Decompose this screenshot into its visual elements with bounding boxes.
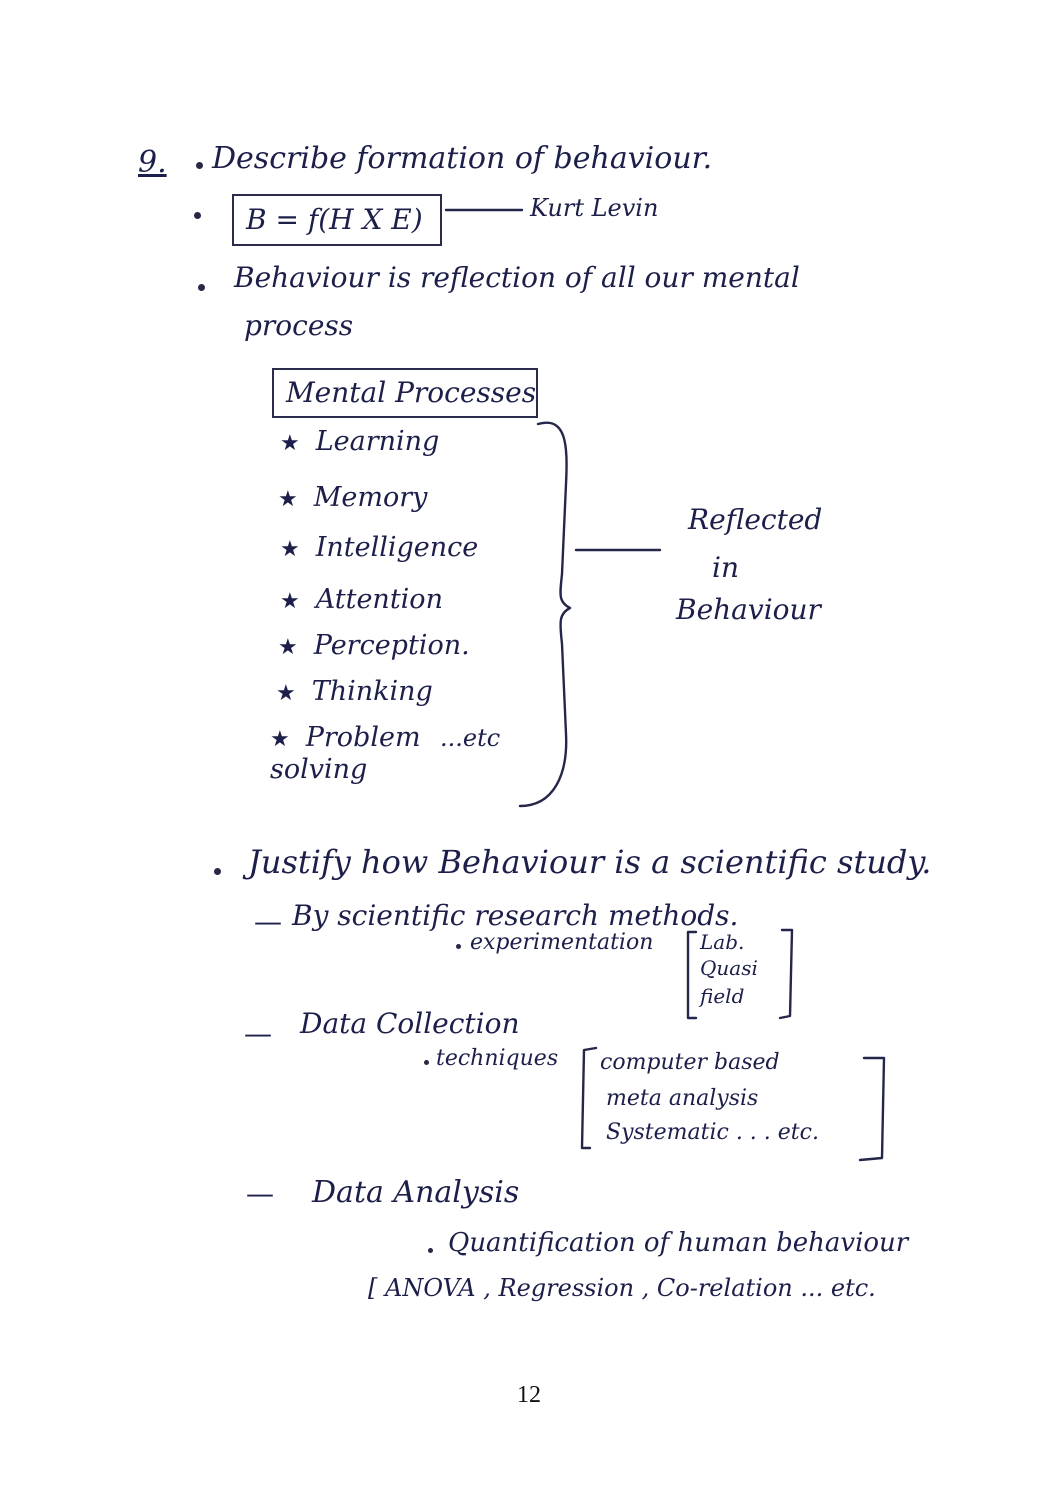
- experiment-type: Quasi: [700, 956, 758, 980]
- page-number: 12: [517, 1382, 541, 1408]
- mental-process-item: [280, 586, 443, 613]
- mental-process-item: [276, 678, 433, 705]
- mental-process-item: [278, 632, 470, 659]
- bullet: [196, 162, 203, 169]
- technique-item: meta analysis: [606, 1086, 759, 1111]
- star-icon: ★: [280, 589, 300, 614]
- etc-label: ...etc: [440, 724, 501, 752]
- star-icon: ★: [278, 487, 298, 512]
- reflection-connector-line: [574, 546, 664, 556]
- item-label: Learning: [315, 426, 440, 457]
- data-analysis-heading: Data Analysis: [312, 1175, 520, 1210]
- mental-process-item: [270, 722, 430, 787]
- formula-attribution: Kurt Levin: [530, 194, 659, 222]
- reflected-label-line-1: Reflected: [688, 503, 823, 536]
- mental-processes-title: Mental Processes: [272, 368, 538, 418]
- technique-item: Systematic . . . etc.: [606, 1120, 819, 1145]
- heading-formation-of-behaviour: Describe formation of behaviour.: [212, 141, 713, 176]
- item-label: Attention: [315, 584, 443, 615]
- reflected-label-line-2: in: [712, 551, 739, 584]
- mental-process-item: [280, 428, 439, 455]
- item-label: Thinking: [311, 676, 433, 707]
- bullet: [194, 212, 201, 219]
- star-icon: ★: [270, 727, 290, 752]
- star-icon: ★: [280, 537, 300, 562]
- reflection-text-line-2: process: [244, 309, 354, 342]
- star-icon: ★: [276, 681, 296, 706]
- dash: —: [244, 1017, 272, 1050]
- experimentation-label: experimentation: [470, 930, 654, 955]
- techniques-label: techniques: [436, 1046, 559, 1071]
- formula-connector-line: [444, 206, 524, 216]
- item-label: Problem solving: [270, 722, 421, 786]
- bullet: [214, 868, 221, 875]
- bullet: [428, 1248, 433, 1253]
- bullet: [456, 944, 461, 949]
- item-label: Memory: [313, 482, 428, 513]
- heading-scientific-study: Justify how Behaviour is a scientific study.: [248, 843, 932, 881]
- mental-process-item: [278, 484, 427, 511]
- experiment-type: Lab.: [700, 930, 745, 954]
- dash: —: [246, 1177, 274, 1210]
- star-icon: ★: [280, 431, 300, 456]
- statistical-methods: [ ANOVA , Regression , Co-relation ... etc.: [368, 1274, 876, 1302]
- curly-brace: [514, 414, 594, 814]
- experiment-type: field: [700, 984, 745, 1008]
- formula-box: B = f(H X E): [232, 194, 442, 246]
- methods-heading: By scientific research methods.: [292, 899, 739, 932]
- bullet: [198, 284, 205, 291]
- item-label: Intelligence: [315, 532, 479, 563]
- reflected-label-line-3: Behaviour: [676, 593, 821, 626]
- technique-item: computer based: [600, 1050, 780, 1075]
- mental-process-item: [280, 534, 478, 561]
- question-number: 9.: [138, 145, 167, 180]
- bullet: [424, 1060, 429, 1065]
- quantification-text: Quantification of human behaviour: [448, 1228, 909, 1258]
- item-label: Perception.: [313, 630, 470, 661]
- data-collection-heading: Data Collection: [300, 1007, 520, 1040]
- dash: —: [254, 905, 282, 938]
- star-icon: ★: [278, 635, 298, 660]
- reflection-text-line-1: Behaviour is reflection of all our mental: [234, 261, 800, 294]
